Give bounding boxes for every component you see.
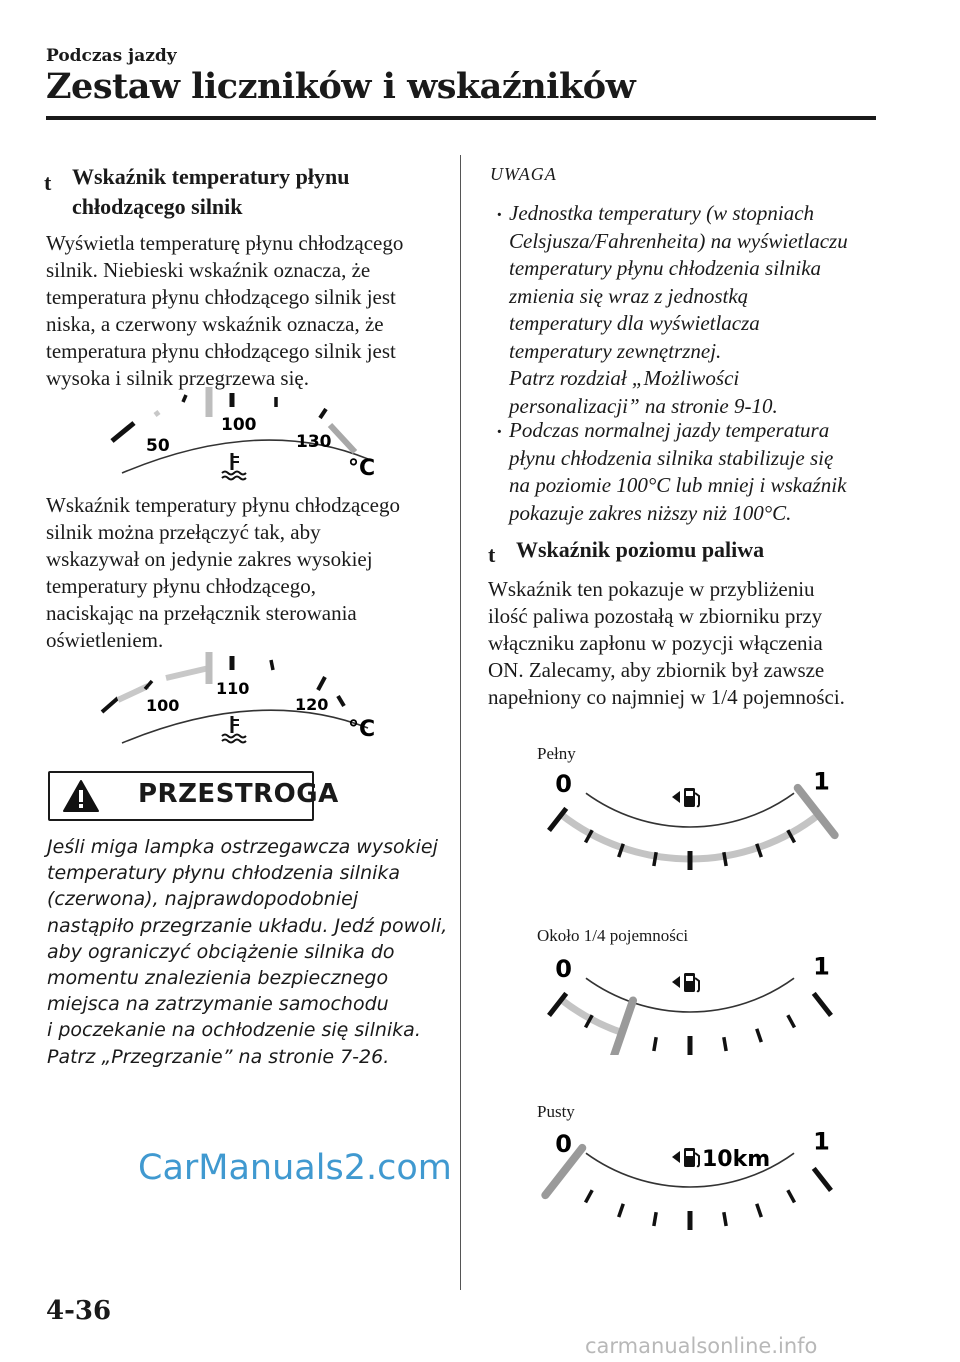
caution-text: Jeśli miga lampka ostrzegawcza wysokiej temperatury płynu chłodzenia silnika (czerwona), najprawdopodobniej nastąpiło przegrzanie układu. Jedź powoli, aby ograniczyć obciążenie silnika do momentu znalezienia bezpiecznego miejsca na zatrzymanie samochodu i poczekanie na ochłodzenie się silnika. Patrz „Przegrzanie” na stronie 7-26. bbox=[47, 836, 448, 1068]
dial-tick bbox=[757, 1029, 762, 1042]
note-bullet-2: · bbox=[496, 421, 503, 443]
dial-tick bbox=[586, 1190, 593, 1202]
dial-tick bbox=[814, 993, 831, 1015]
dial-tick bbox=[757, 1204, 762, 1217]
note-item-2: Podczas normalnej jazdy temperatura płynu chłodzenia silnika stabilizuje się na poziomie 100°C lub mniej i wskaźnik pokazuje zakres niższy niż 100°C. bbox=[509, 418, 847, 525]
fuel-caption-quarter: Około 1/4 pojemności bbox=[537, 926, 689, 945]
dial-tick bbox=[724, 1037, 726, 1051]
gauge2-label-high: 120 bbox=[295, 695, 329, 714]
dial-tick bbox=[654, 1212, 656, 1226]
caution-label: PRZESTROGA bbox=[138, 779, 339, 809]
coolant-temp-icon bbox=[222, 716, 246, 743]
note-bullet-1: · bbox=[496, 204, 503, 226]
dial-tick bbox=[788, 1015, 795, 1027]
fuel-gauge-full bbox=[540, 770, 840, 870]
column-divider bbox=[460, 155, 461, 1290]
fuel-gauge-empty bbox=[540, 1130, 840, 1230]
gauge2-label-mid: 110 bbox=[216, 679, 250, 698]
fuel-caption-empty: Pusty bbox=[537, 1102, 575, 1121]
temp-heading: Wskaźnik temperatury płynu chłodzącego silnik bbox=[72, 164, 350, 219]
coolant-gauge-high-range bbox=[100, 648, 390, 753]
gauge2-unit: °C bbox=[348, 717, 376, 742]
gauge1-label-high: 130 bbox=[296, 432, 332, 452]
temp-switch-text: Wskaźnik temperatury płynu chłodzącego silnik można przełączyć tak, aby wskazywał on jedynie zakres wysokiej temperatury płynu chłodzącego, naciskając na przełącznik sterowania oświetleniem. bbox=[46, 493, 400, 652]
section-bullet: t bbox=[488, 542, 496, 567]
fuel-heading: Wskaźnik poziomu paliwa bbox=[516, 537, 765, 562]
temp-intro-text: Wyświetla temperaturę płynu chłodzącego silnik. Niebieski wskaźnik oznacza, że temperatura płynu chłodzącego silnik jest niska, a czerwony wskaźnik oznacza, że temperatura płynu chłodzącego silnik jest wysoka i silnik przegrzewa się. bbox=[46, 231, 404, 390]
dial-tick bbox=[619, 1204, 624, 1217]
section-label: Podczas jazdy bbox=[46, 46, 177, 66]
fuel-pump-icon bbox=[672, 973, 699, 992]
watermark-carmanuals2: CarManuals2.com bbox=[138, 1148, 452, 1188]
page-number: 4-36 bbox=[46, 1296, 112, 1326]
note-item-1: Jednostka temperatury (w stopniach Celsjusza/Fahrenheita) na wyświetlaczu temperatury płynu chłodzenia silnika zmienia się wraz z jednostką temperatury dla wyświetlacza temperatury zewnętrznej. Patrz rozdział „Możliwości personalizacji” na stronie 9-10. bbox=[509, 201, 848, 418]
fuel-max-label: 1 bbox=[813, 1130, 830, 1156]
fuel-caption-full: Pełny bbox=[537, 744, 576, 763]
fuel-text: Wskaźnik ten pokazuje w przybliżeniu ilość paliwa pozostałą w zbiorniku przy włączniku zapłonu w pozycji włączenia ON. Zalecamy, aby zbiornik był zawsze napełniony co najmniej w 1/4 pojemności. bbox=[488, 577, 845, 709]
gauge1-label-mid: 100 bbox=[221, 415, 257, 435]
fuel-range-readout: 10km bbox=[702, 1147, 771, 1172]
gauge1-label-low: 50 bbox=[146, 436, 170, 456]
coolant-temp-icon bbox=[222, 453, 246, 480]
dial-tick bbox=[788, 1190, 795, 1202]
caution-box bbox=[48, 771, 339, 821]
fuel-max-label: 1 bbox=[813, 770, 830, 796]
dial-tick bbox=[814, 1168, 831, 1190]
fuel-min-label: 0 bbox=[555, 1130, 572, 1158]
fuel-gauge-quarter bbox=[540, 955, 840, 1055]
note-label: UWAGA bbox=[490, 164, 557, 184]
fuel-min-label: 0 bbox=[555, 955, 572, 983]
gauge2-label-low: 100 bbox=[146, 696, 180, 715]
fuel-pump-icon bbox=[672, 788, 699, 807]
warning-triangle-icon bbox=[62, 779, 100, 813]
gauge1-unit: °C bbox=[348, 456, 376, 481]
title-rule bbox=[46, 116, 876, 120]
page-title: Zestaw liczników i wskaźników bbox=[46, 66, 636, 107]
fuel-pump-icon bbox=[672, 1148, 699, 1167]
dial-tick bbox=[724, 1212, 726, 1226]
dial-tick bbox=[654, 852, 656, 866]
coolant-gauge-normal bbox=[100, 385, 390, 490]
fuel-max-label: 1 bbox=[813, 955, 830, 981]
fuel-min-label: 0 bbox=[555, 770, 572, 798]
watermark-carmanualsonline: carmanualsonline.info bbox=[585, 1334, 818, 1358]
section-bullet: t bbox=[44, 170, 52, 195]
dial-tick bbox=[654, 1037, 656, 1051]
dial-tick bbox=[724, 852, 726, 866]
